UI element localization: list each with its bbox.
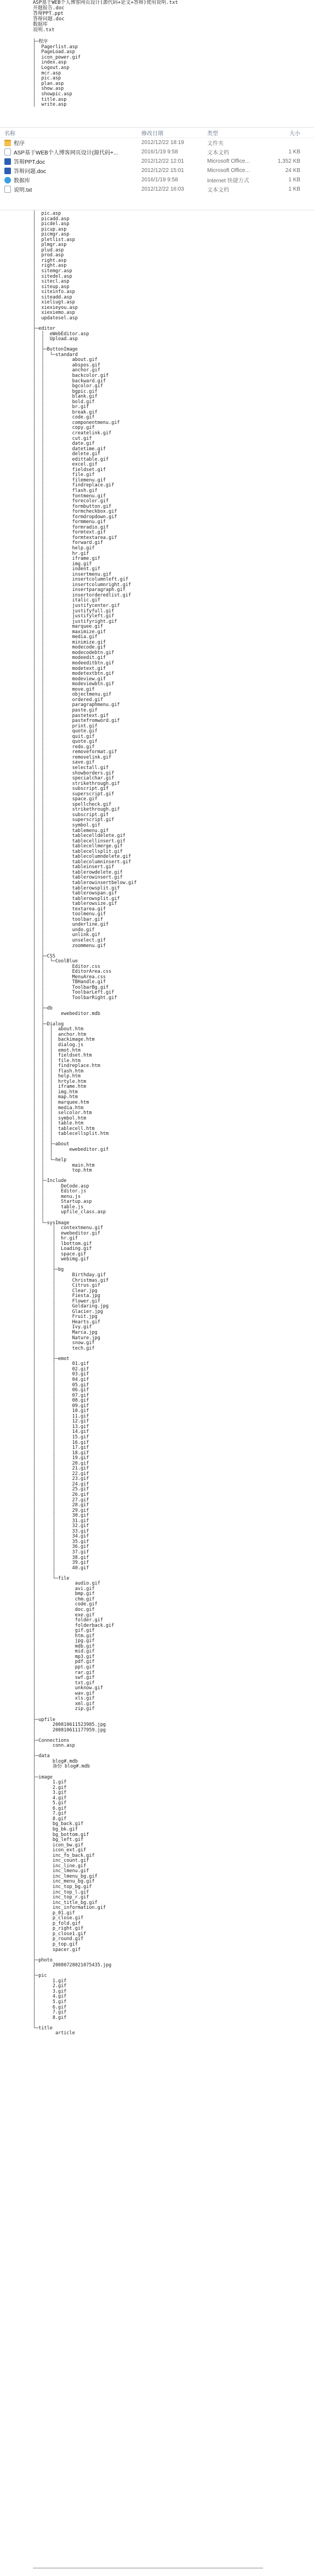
file-type: Microsoft Office... <box>207 158 250 164</box>
url-file-icon <box>4 177 11 183</box>
file-size: 1 KB <box>288 186 300 192</box>
file-date: 2016/1/19 9:58 <box>141 149 178 155</box>
file-date: 2012/12/22 18:19 <box>141 140 184 146</box>
file-name: ASP基于WEB个人博客网页设计(源代码+... <box>14 150 118 156</box>
header-lines: ASP基于WEB个人博客网页设计(源代码+论文+答辩)使用说明.txt 开题报告.doc 答辩PPT.ppt 答辩问题.doc 数据库 说明.txt <box>33 0 178 33</box>
column-date-header[interactable]: 修改日期 <box>141 130 163 137</box>
column-name-header[interactable]: 名称 <box>4 130 15 137</box>
file-date: 2012/12/22 15:01 <box>141 168 184 174</box>
column-header-row <box>0 128 314 138</box>
file-date: 2012/12/22 12:01 <box>141 158 184 164</box>
file-date: 2016/1/19 9:58 <box>141 177 178 183</box>
word-doc-icon <box>4 158 11 165</box>
file-size: 1,352 KB <box>277 158 300 164</box>
file-size: 1 KB <box>288 149 300 155</box>
file-name: 程序 <box>14 141 25 147</box>
folder-icon <box>4 140 11 146</box>
file-type: Microsoft Office... <box>207 168 250 174</box>
directory-tree-listing: │ pic.asp │ picadd.asp │ picdel.asp │ picup.asp │ picmgr.asp │ pletlist.asp │ plmgr.asp │ plud.asp │ prod.asp │ right.asp │ right.asp │ sitemgr.asp │ sitedel.asp │ sitecl.asp │ siteup.asp │ siteinfo.asp │ siteadd.asp │ xieliugt.asp │ xiexieyou.asp │ xiexiemo.asp │ updatesel.asp │ ├─editor │ │ eWebEditor.asp │ │ Upload.asp │ │ │ ├─ButtonImage │ │ └─standard │ │ about.gif │ │ abspos.gif │ │ anchor.gif │ │ backcolor.gif │ │ backward.gif │ │ bgcolor.gif │ │ bgpic.gif │ │ blank.gif │ │ bold.gif │ │ br.gif │ │ break.gif │ │ code.gif │ │ componentmenu.gif │ │ copy.gif │ │ createlink.gif │ │ cut.gif │ │ date.gif │ │ datetime.gif │ │ delete.gif │ │ edittable.gif │ │ excel.gif │ │ fieldset.gif │ │ file.gif │ │ filemenu.gif │ │ findreplace.gif │ │ flash.gif │ │ fontmenu.gif │ │ forecolor.gif │ │ formbutton.gif │ │ formcheckbox.gif │ │ formdropdown.gif │ │ formmenu.gif │ │ formradio.gif │ │ formtext.gif │ │ formtextarea.gif │ │ forward.gif │ │ help.gif │ │ hr.gif │ │ iframe.gif │ │ img.gif │ │ indent.gif │ │ insertmenu.gif │ │ insertcolumnleft.gif │ │ insertcolumnright.gif │ │ insertparagraph.gif │ │ insertorderedlist.gif │ │ italic.gif │ │ justifycenter.gif │ │ justifyfull.gif │ │ justifyleft.gif │ │ justifyright.gif │ │ marquee.gif │ │ maximize.gif │ │ media.gif │ │ minimize.gif │ │ modecode.gif │ │ modecodebtn.gif │ │ modeedit.gif │ │ modeeditbtn.gif │ │ modetext.gif │ │ modetextbtn.gif │ │ modeview.gif │ │ modeviewbtn.gif │ │ move.gif │ │ objectmenu.gif │ │ ordered.gif │ │ paragraphmenu.gif │ │ paste.gif │ │ pastetext.gif │ │ pastefromword.gif │ │ print.gif │ │ quote.gif │ │ quit.gif │ │ quote.gif │ │ redo.gif │ │ removeformat.gif │ │ removelink.gif │ │ save.gif │ │ selectall.gif │ │ showborders.gif │ │ specialchar.gif │ │ strikethrough.gif │ │ subscript.gif │ │ superscript.gif │ │ space.gif │ │ spellcheck.gif │ │ strikethrough.gif │ │ subscript.gif │ │ superscript.gif │ │ symbol.gif │ │ tablemenu.gif │ │ tablecelldelete.gif │ │ tablecellinsert.gif │ │ tablecellmerge.gif │ │ tablecellsplit.gif │ │ tablecolumndelete.gif │ │ tablecolumninsert.gif │ │ tableinsert.gif │ │ tablerowdelete.gif │ │ tablerowinsert.gif │ │ tablerowinsertbelow.gif │ │ tablerowsplit.gif │ │ tablerowspan.gif │ │ tablerowsplit.gif │ │ tablerowsize.gif │ │ textarea.gif │ │ toolmenu.gif │ │ toolbar.gif │ │ underline.gif │ │ undo.gif │ │ unlink.gif │ │ unselect.gif │ │ zoommenu.gif │ │ │ ├─CSS │ │ └─CoolBlue │ │ Editor.css │ │ EditorArea.css │ │ MenuArea.css │ │ TBHandle.gif │ │ ToolbarBg.gif │ │ ToolbarLeft.gif │ │ ToolbarRight.gif │ │ │ ├─db │ │ ewebeditor.mdb │ │ │ ├─Dialog │ │ │ about.htm │ │ │ anchor.htm │ │ │ backimage.htm │ │ │ dialog.js │ │ │ emot.htm │ │ │ fieldset.htm │ │ │ file.htm │ │ │ findreplace.htm │ │ │ flash.htm │ │ │ help.htm │ │ │ hrtyle.htm │ │ │ iframe.htm │ │ │ img.htm │ │ │ map.htm │ │ │ marquee.htm │ │ │ media.htm │ │ │ selcolor.htm │ │ │ symbol.htm │ │ │ table.htm │ │ │ tablecell.htm │ │ │ tablecellsplit.htm │ │ │ │ │ ├─about │ │ │ ewebeditor.gif │ │ │ │ │ └─help │ │ main.htm │ │ top.htm │ │ │ ├─Include │ │ DeCode.asp │ │ Editor.js │ │ menu.js │ │ Startup.asp │ │ table.js │ │ upfile_class.asp │ │ │ └─sysImage │ │ contextmenu.gif │ │ ewebeditor.gif │ │ hr.gif │ │ lbottom.gif │ │ Loading.gif │ │ space.gif │ │ webimg.gif │ │ │ ├─bg │ │ Birthday.gif │ │ Christmas.gif │ │ Citrus.gif │ │ Clear.jpg │ │ Fiesta.jpg │ │ Flower.gif │ │ Goldaring.jpg │ │ Glacier.jpg │ │ Fruit.jpg │ │ Hearts.gif │ │ Ivy.gif │ │ Marca.jpg │ │ Nature.jpg │ │ snow.gif │ │ tech.gif │ │ │ ├─emot │ │ 01.gif │ │ 02.gif │ │ 03.gif │ │ 04.gif │ │ 05.gif │ │ 06.gif │ │ 07.gif │ │ 08.gif │ │ 09.gif │ │ 10.gif │ │ 11.gif │ │ 12.gif │ │ 13.gif │ │ 14.gif │ │ 15.gif │ │ 16.gif │ │ 17.gif │ │ 18.gif │ │ 19.gif │ │ 20.gif │ │ 21.gif │ │ 22.gif │ │ 23.gif │ │ 24.gif │ │ 25.gif │ │ 26.gif │ │ 27.gif │ │ 28.gif │ │ 29.gif │ │ 30.gif │ │ 31.gif │ │ 32.gif │ │ 33.gif │ │ 34.gif │ │ 35.gif │ │ 36.gif │ │ 37.gif │ │ 38.gif │ │ 39.gif │ │ 40.gif │ │ │ └─file │ audio.gif │ avi.gif │ bmp.gif │ chm.gif │ code.gif │ doc.gif │ exe.gif │ folder.gif │ folderback.gif │ gif.gif │ htm.gif │ jpg.gif │ mdb.gif │ mid.gif │ mp3.gif │ pdf.gif │ ppt.gif │ rar.gif │ swf.gif │ txt.gif │ unknow.gif │ wav.gif │ xls.gif │ xml.gif │ zip.gif │ ├─upfile │ 200810611523985.jpg │ 200810611177959.jpg │ ├─Connections │ conn.asp │ ├─data │ blog#.mdb │ 备份 blog#.mdb │ ├─image │ 1.gif │ 2.gif │ 3.gif │ 4.gif │ 5.gif │ 6.gif │ 7.gif │ 8.gif │ bg_back.gif │ bg_bk.gif │ bg_bottom.gif │ bg_left.gif │ icon_bw.gif │ icon_ext.gif │ inc_fo_back.gif │ inc_count.gif │ inc_line.gif │ inc_lmenu.gif │ inc_lmenu_bg.gif │ inc_menu_bg.gif │ inc_top_bg.gif │ inc_top_l.gif │ inc_top_r.gif │ inc_title_bg.gif │ inc_information.gif │ p_01.gif │ p_close.gif │ p_fold.gif │ p_right.gif │ p_close1.gif │ p_round.gif │ p_top.gif │ spacer.gif │ ├─photo │ 20080728021075435.jpg │ ├─pic │ 1.gif │ 2.gif │ 3.gif │ 4.gif │ 5.gif │ 6.gif │ 7.gif │ 8.gif │ └─title article <box>33 211 137 2036</box>
column-size-header[interactable]: 大小 <box>289 130 300 137</box>
file-type: 文本文档 <box>207 187 229 193</box>
file-name: 说明.txt <box>14 187 32 193</box>
file-row[interactable] <box>0 185 314 194</box>
text-file-icon <box>4 186 11 193</box>
file-type: Internet 快捷方式 <box>207 178 249 184</box>
file-name: 答辩问题.doc <box>14 169 46 175</box>
file-row[interactable] <box>0 175 314 185</box>
file-type: 文本文档 <box>207 150 229 156</box>
column-type-header[interactable]: 类型 <box>207 130 218 137</box>
file-size: 24 KB <box>285 168 300 174</box>
file-row[interactable] <box>0 147 314 157</box>
file-explorer-panel <box>0 127 314 210</box>
file-row[interactable] <box>0 166 314 175</box>
file-name: 数据库 <box>14 178 30 184</box>
file-type: 文件夹 <box>207 141 224 147</box>
file-row[interactable] <box>0 138 314 147</box>
file-name: 答辩PPT.doc <box>14 159 45 165</box>
file-date: 2012/12/22 16:03 <box>141 186 184 192</box>
file-size: 1 KB <box>288 177 300 183</box>
directory-tree-top: ├─程序 │ Pagerlist.asp │ PageLoad.asp │ icon_power.gif │ index.asp │ Logout.asp │ mcr.asp │ pic.asp │ plan.asp │ show.asp │ showpic.asp │ title.asp │ write.asp <box>33 39 81 108</box>
word-doc-icon <box>4 168 11 174</box>
text-file-icon <box>4 148 11 156</box>
file-row[interactable] <box>0 157 314 166</box>
